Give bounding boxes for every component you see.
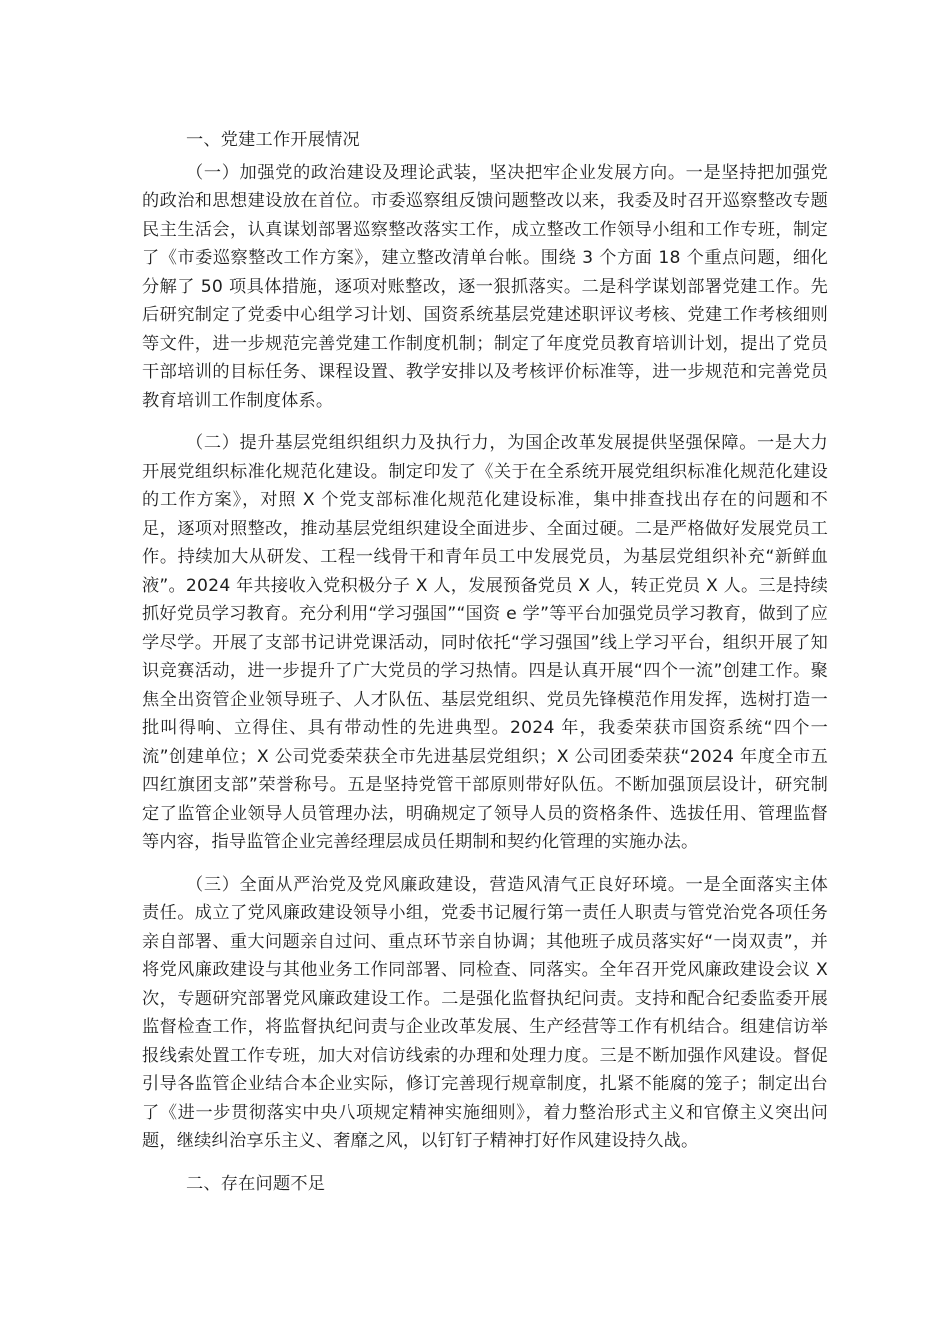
paragraph-1: （一）加强党的政治建设及理论武装，坚决把牢企业发展方向。一是坚持把加强党的政治和思想建设放在首位。市委巡察组反馈问题整改以来，我委及时召开巡察整改专题民主生活会，认真谋划部署巡察整改落实工作，成立整改工作领导小组和工作专班，制定了《市委巡察整改工作方案》，建立整改清单台帐。围绕 3 个方面 18 个重点问题，细化分解了 50 项具体措施，逐项对账整改，逐一狠抓落实。二是科学谋划部署党建工作。先后研究制定了党委中心组学习计划、国资系统基层党建述职评议考核、党建工作考核细则等文件，进一步规范完善党建工作制度机制；制定了年度党员教育培训计划，提出了党员干部培训的目标任务、课程设置、教学安排以及考核评价标准等，进一步规范和完善党员教育培训工作制度体系。 (142, 162, 828, 411)
document-page (142, 126, 828, 1198)
paragraph-2: （二）提升基层党组织组织力及执行力，为国企改革发展提供坚强保障。一是大力开展党组织标准化规范化建设。制定印发了《关于在全系统开展党组织标准化规范化建设的工作方案》，对照 X 个党支部标准化规范化建设标准，集中排查找出存在的问题和不足，逐项对照整改，推动基层党组织建设全面进步、全面过硬。二是严格做好发展党员工作。持续加大从研发、工程一线骨干和青年员工中发展党员，为基层党组织补充“新鲜血液”。2024 年共接收入党积极分子 X 人，发展预备党员 X 人，转正党员 X 人。三是持续抓好党员学习教育。充分利用“学习强国”“国资 e 学”等平台加强党员学习教育，做到了应学尽学。开展了支部书记讲党课活动，同时依托“学习强国”线上学习平台，组织开展了知识竞赛活动，进一步提升了广大党员的学习热情。四是认真开展“四个一流”创建工作。聚焦全出资管企业领导班子、人才队伍、基层党组织、党员先锋模范作用发挥，选树打造一批叫得响、立得住、具有带动性的先进典型。2024 年，我委荣获市国资系统“四个一流”创建单位；X 公司党委荣获全市先进基层党组织；X 公司团委荣获“2024 年度全市五四红旗团支部”荣誉称号。五是坚持党管干部原则带好队伍。不断加强顶层设计，研究制定了监管企业领导人员管理办法，明确规定了领导人员的资格条件、选拔任用、管理监督等内容，指导监管企业完善经理层成员任期制和契约化管理的实施办法。 (142, 433, 828, 852)
section-heading-1: 一、党建工作开展情况 (186, 130, 360, 150)
section-heading-2: 二、存在问题不足 (186, 1173, 326, 1194)
paragraph-3: （三）全面从严治党及党风廉政建设，营造风清气正良好环境。一是全面落实主体责任。成立了党风廉政建设领导小组，党委书记履行第一责任人职责与管党治党各项任务亲自部署、重大问题亲自过问、重点环节亲自协调；其他班子成员落实好“一岗双责”，并将党风廉政建设与其他业务工作同部署、同检查、同落实。全年召开党风廉政建设会议 X 次，专题研究部署党风廉政建设工作。二是强化监督执纪问责。支持和配合纪委监委开展监督检查工作，将监督执纪问责与企业改革发展、生产经营等工作有机结合。组建信访举报线索处置工作专班，加大对信访线索的办理和处理力度。三是不断加强作风建设。督促引导各监管企业结合本企业实际，修订完善现行规章制度，扎紧不能腐的笼子；制定出台了《进一步贯彻落实中央八项规定精神实施细则》，着力整治形式主义和官僚主义突出问题，继续纠治享乐主义、奢靡之风，以钉钉子精神打好作风建设持久战。 (142, 874, 828, 1151)
